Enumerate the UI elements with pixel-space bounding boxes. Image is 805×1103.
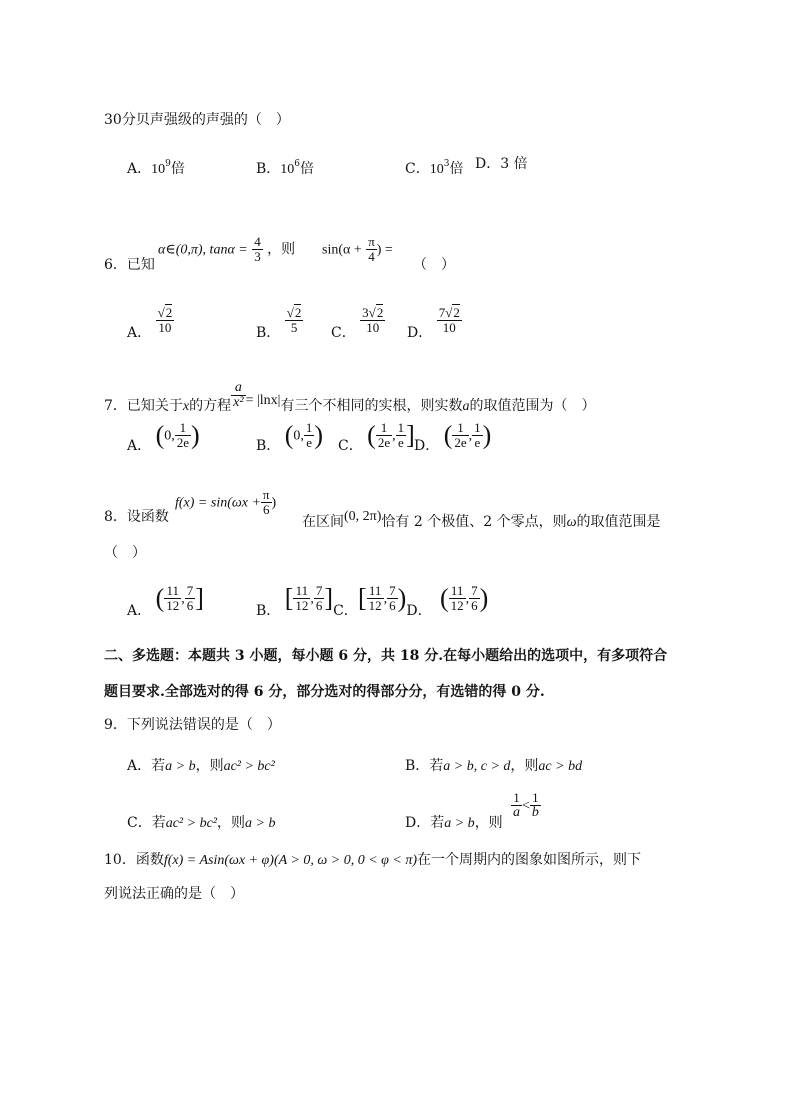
numerator: π (262, 487, 270, 502)
close-paren: ) (482, 420, 492, 450)
less-than: < (522, 798, 530, 814)
option-label: C． (331, 324, 356, 341)
power-exponent: 9 (165, 159, 171, 169)
q8-paren: （ ） (104, 545, 146, 561)
close-bracket: ] (324, 583, 334, 613)
numerator: 1 (474, 420, 481, 435)
radicand: 2 (453, 305, 460, 320)
numerator: 7 (186, 583, 194, 598)
option-a-fraction: $\frac{√2}{10}$ (157, 305, 173, 335)
option-label: C． (338, 437, 363, 454)
numerator: 1 (376, 421, 392, 436)
option-label: C． (405, 161, 430, 177)
q10-stem (104, 851, 641, 870)
numerator: 7 (471, 583, 478, 598)
var-x: x (182, 399, 190, 414)
numerator: a (231, 381, 245, 396)
question-5-tail: 30分贝声强级的声强的（ ） (104, 112, 290, 128)
fraction-2 (387, 584, 398, 613)
fraction-2 (185, 584, 196, 613)
option-d-fraction: $\frac{7√2}{10}$ (438, 305, 460, 335)
comma: , (181, 591, 185, 607)
mid-text: 在区间 (302, 514, 344, 530)
denominator: 12 (295, 598, 309, 613)
fraction-1 (376, 421, 392, 450)
coefficient: 7 (438, 305, 446, 320)
denominator: 2e (454, 435, 467, 450)
ask-text: sin(α + (322, 242, 362, 258)
q6-ask (322, 235, 393, 264)
fraction-2 (469, 584, 480, 613)
numerator: 7 (389, 583, 396, 598)
open-paren: ( (284, 420, 294, 450)
equation-rhs: = |lnx| (245, 393, 281, 408)
comma: , (468, 428, 473, 444)
numerator: 11 (449, 584, 466, 599)
var-a: a (462, 399, 470, 414)
q5-option-a (127, 155, 185, 179)
denominator: 5 (290, 320, 298, 335)
option-label: B． (256, 602, 281, 619)
fraction-2 (472, 421, 483, 450)
close-paren: ) (191, 420, 200, 450)
denominator: 6 (262, 502, 270, 517)
option-label: A． (127, 324, 152, 341)
option-label-c: C． (333, 602, 358, 619)
q6-option-d (407, 306, 462, 342)
q9-option-d (405, 814, 503, 833)
open-bracket: [ (284, 583, 294, 613)
power-exponent: 6 (294, 159, 301, 169)
frac-1-over-b (530, 791, 541, 820)
power-base: 10 (151, 162, 166, 177)
fraction (304, 421, 315, 450)
comma: , (392, 428, 396, 444)
then: ，则 (195, 758, 224, 774)
q9-option-c (127, 814, 275, 833)
numerator: 11 (293, 584, 310, 599)
close-paren: ) (397, 583, 407, 613)
q10-stem-line-2: 列说法正确的是（ ） (104, 886, 244, 902)
unit: 倍 (170, 161, 185, 177)
denominator: 2e (377, 435, 391, 450)
q9-stem: 9．下列说法错误的是（ ） (104, 717, 281, 733)
comma: , (465, 591, 470, 607)
q9-option-d-inequality (511, 791, 541, 820)
option-c-fraction: $\frac{3√2}{10}$ (362, 305, 384, 335)
numerator: 1 (452, 421, 468, 436)
numerator: 7 (315, 583, 323, 598)
option-label: B． (256, 324, 281, 341)
suffix: 恰有 2 个极值、2 个零点，则 (381, 514, 567, 530)
suffix: 在一个周期内的图象如图所示，则下 (417, 852, 642, 868)
condition: a > b, c > d (443, 759, 511, 774)
q8-stem-rest (302, 508, 660, 532)
denominator: 6 (471, 598, 478, 613)
option-label: B． (256, 161, 281, 177)
denominator: e (474, 435, 481, 450)
prefix: 7．已知关于 (104, 398, 183, 414)
tan-fraction (252, 235, 263, 264)
denominator: 6 (389, 598, 396, 613)
numerator: 1 (511, 791, 522, 806)
result: ac² > bc² (223, 759, 275, 774)
denominator: a (513, 805, 520, 820)
comma: , (383, 591, 388, 607)
q6-condition (158, 235, 295, 264)
numerator: 4 (254, 234, 261, 249)
pi-over-6 (261, 488, 272, 517)
q5-option-c (405, 155, 463, 179)
q8-function (175, 488, 276, 517)
equation-fraction (231, 381, 245, 410)
denominator: b (531, 805, 539, 820)
open-paren: ( (367, 420, 376, 450)
suffix-2: 的取值范围为（ ） (469, 398, 596, 414)
denominator: e (306, 435, 313, 450)
numerator: 1 (397, 420, 405, 435)
close-bracket: ] (406, 420, 415, 450)
power-base: 10 (280, 162, 295, 177)
q7-option-b (256, 421, 323, 455)
numerator: π (368, 234, 375, 249)
q8-number: 8．设函数 (104, 509, 169, 525)
q6-option-c (331, 306, 385, 342)
then: ，则 (217, 815, 245, 831)
denominator: 12 (166, 598, 180, 613)
fraction-1 (452, 421, 468, 450)
fraction-1 (293, 584, 310, 613)
denominator: 10 (158, 320, 172, 335)
function-expr: f(x) = Asin(ωx + φ)(A > 0, ω > 0, 0 < φ < π) (163, 853, 418, 868)
result: ac > bd (538, 759, 583, 774)
option-b-fraction: $\frac{√2}{5}$ (286, 305, 302, 335)
option-label: A．若 (127, 758, 166, 774)
q6-number: 6．已知 (104, 257, 155, 273)
option-label: B．若 (405, 758, 444, 774)
unit: 倍 (449, 161, 464, 177)
option-label: D． (414, 437, 440, 454)
fraction-1 (449, 584, 466, 613)
suffix-1: 有三个不相同的实根，则实数 (280, 398, 463, 414)
denominator: 6 (315, 598, 323, 613)
fraction-2 (396, 421, 407, 450)
ask-end: ) = (376, 242, 393, 258)
radicand: 2 (294, 305, 302, 320)
then: ，则 (510, 758, 539, 774)
q7-stem (104, 381, 595, 416)
close-paren: ) (314, 420, 324, 450)
numerator: 11 (367, 584, 384, 599)
radicand: 2 (376, 305, 384, 320)
coefficient: 3 (362, 305, 369, 320)
q7-option-c (338, 421, 415, 455)
then-text: ，则 (267, 241, 296, 258)
q5-option-b (256, 155, 314, 179)
close-paren: ) (479, 583, 489, 613)
then: ，则 (474, 815, 503, 831)
zero: 0, (164, 428, 175, 444)
close-paren: ) (271, 495, 277, 511)
numerator: 1 (530, 791, 541, 806)
fraction-1 (164, 584, 181, 613)
numerator: 11 (164, 584, 181, 599)
section-2-heading-line-2: 题目要求.全部选对的得 6 分，部分选对的得部分分，有选错的得 0 分. (104, 684, 545, 700)
denominator: x² (233, 395, 244, 410)
power-base: 10 (429, 162, 444, 177)
option-label: B． (256, 437, 281, 454)
option-label: A． (127, 161, 152, 177)
denominator: 10 (366, 320, 380, 335)
option-label: D．若 (405, 815, 445, 831)
q9-option-a (127, 757, 275, 776)
option-label-d: D． (406, 602, 432, 619)
option-label: C．若 (127, 815, 166, 831)
option-label: D． (407, 324, 433, 341)
option-label: A． (127, 602, 152, 619)
denominator: 12 (450, 598, 464, 613)
open-paren: ( (155, 583, 165, 613)
q6-option-a (127, 306, 174, 342)
q8-option-b (256, 584, 358, 620)
q6-paren: （ ） (413, 257, 455, 273)
pi-over-4 (366, 235, 377, 264)
open-paren: ( (440, 583, 449, 613)
condition: a > b (165, 759, 196, 774)
q6-option-b (256, 306, 303, 342)
result: a > b (245, 816, 276, 831)
open-paren: ( (443, 420, 453, 450)
q8-option-a (127, 584, 204, 620)
open-paren: ( (155, 420, 165, 450)
section-2-heading-line-1: 二、多选题：本题共 3 小题，每小题 6 分，共 18 分.在每小题给出的选项中，有多项符合 (104, 648, 668, 664)
q8-option-d (440, 584, 488, 613)
unit: 倍 (300, 161, 315, 177)
mid-text: 的方程 (189, 398, 232, 414)
fraction-1 (367, 584, 384, 613)
frac-1-over-a (511, 791, 522, 820)
prefix: 10．函数 (104, 852, 164, 868)
radicand: 2 (165, 305, 173, 320)
open-bracket: [ (358, 583, 367, 613)
condition: ac² > bc² (165, 816, 217, 831)
numerator: 1 (175, 421, 191, 436)
option-label: A． (127, 437, 152, 454)
q8-option-c (358, 584, 432, 620)
q7-option-d (414, 421, 491, 455)
zero: 0, (293, 428, 304, 444)
denominator: 10 (442, 320, 456, 335)
q9-option-b (405, 757, 582, 776)
omega: ω (566, 515, 577, 530)
power-exponent: 3 (443, 159, 450, 169)
numerator: 1 (305, 420, 313, 435)
q5-option-d: D．3 倍 (475, 156, 528, 172)
denominator: e (397, 435, 404, 450)
q7-option-a (127, 421, 200, 455)
function-expr: f(x) = sin(ωx + (175, 495, 261, 511)
comma: , (310, 591, 314, 607)
close-bracket: ] (195, 583, 204, 613)
interval: (0, 2π) (344, 509, 382, 524)
fraction (175, 421, 191, 450)
condition-text: α∈(0,π), tanα = (158, 242, 248, 258)
suffix-2: 的取值范围是 (576, 514, 661, 530)
fraction-2 (314, 584, 325, 613)
condition: a > b (444, 816, 475, 831)
denominator: 12 (368, 598, 382, 613)
denominator: 3 (254, 249, 261, 264)
denominator: 6 (186, 598, 194, 613)
denominator: 4 (368, 249, 375, 264)
denominator: 2e (176, 435, 190, 450)
